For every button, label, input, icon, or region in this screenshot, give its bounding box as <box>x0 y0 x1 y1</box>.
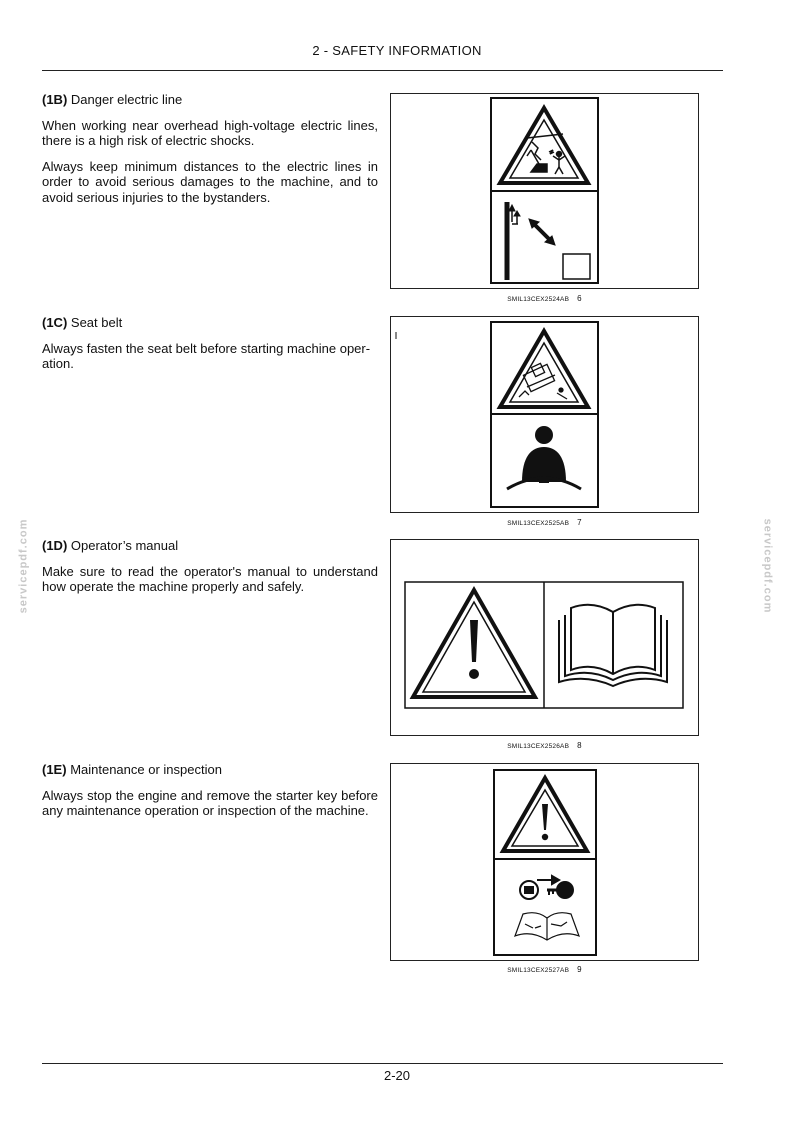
figure-ref: SMIL13CEX2524AB <box>507 296 570 303</box>
figure-maintenance <box>390 763 699 961</box>
figure-number: 7 <box>577 518 582 527</box>
manual-wrench-icon <box>515 913 579 940</box>
section-heading <box>42 538 378 554</box>
watermark-left: servicepdf.com <box>17 518 30 614</box>
section-title: Operator’s manual <box>70 538 179 553</box>
figure-operators-manual <box>390 539 699 736</box>
figure-caption <box>390 741 699 750</box>
section-heading <box>42 762 378 778</box>
footer-rule <box>42 1063 723 1064</box>
section-code: (1E) <box>42 762 67 777</box>
figure-number: 9 <box>577 965 582 974</box>
section-heading <box>42 315 378 331</box>
figure-electric-line <box>390 93 699 289</box>
warning-triangle-icon <box>413 590 535 697</box>
section-paragraph: Make sure to read the operator's manual to understand how operate the machine properly and safely. <box>42 563 378 594</box>
figure-caption <box>390 965 699 974</box>
section-title: Danger electric line <box>70 92 183 107</box>
seat-belt-icon <box>507 426 581 489</box>
watermark-right: servicepdf.com <box>761 518 774 614</box>
figure-seat-belt <box>390 316 699 513</box>
section-title: Maintenance or inspection <box>70 762 222 777</box>
warning-triangle-icon <box>500 331 588 407</box>
section-1b <box>42 92 378 215</box>
section-paragraph: When working near overhead high-voltage electric lines, there is a high risk of electric shocks. <box>42 117 378 148</box>
figure-number: 6 <box>577 294 582 303</box>
remove-key-icon <box>520 876 573 899</box>
section-title: Seat belt <box>70 315 123 330</box>
page-header-title: 2 - SAFETY INFORMATION <box>312 43 482 58</box>
section-paragraph: Always stop the engine and remove the starter key before any maintenance operation or inspection of the machine. <box>42 787 378 818</box>
figure-number: 8 <box>577 741 582 750</box>
page-number: 2-20 <box>383 1068 411 1083</box>
section-1d <box>42 538 378 605</box>
figure-ref: SMIL13CEX2525AB <box>507 520 570 527</box>
book-icon <box>559 605 667 686</box>
header-rule <box>42 70 723 71</box>
section-paragraph: Always keep minimum distances to the electric lines in order to avoid serious damages to the machine, and to avoid serious injuries to the bystanders. <box>42 158 378 205</box>
section-code: (1C) <box>42 315 68 330</box>
distance-icon <box>507 202 590 280</box>
figure-caption <box>390 294 699 303</box>
figure-caption <box>390 518 699 527</box>
warning-triangle-icon <box>503 778 587 851</box>
rollover-icon <box>519 363 567 399</box>
figure-ref: SMIL13CEX2527AB <box>507 967 570 974</box>
figure-ref: SMIL13CEX2526AB <box>507 743 570 750</box>
section-code: (1B) <box>42 92 68 107</box>
section-1c <box>42 315 378 382</box>
section-code: (1D) <box>42 538 68 553</box>
section-heading <box>42 92 378 108</box>
section-paragraph: Always fasten the seat belt before starting machine oper-ation. <box>42 340 371 371</box>
section-1e <box>42 762 378 829</box>
